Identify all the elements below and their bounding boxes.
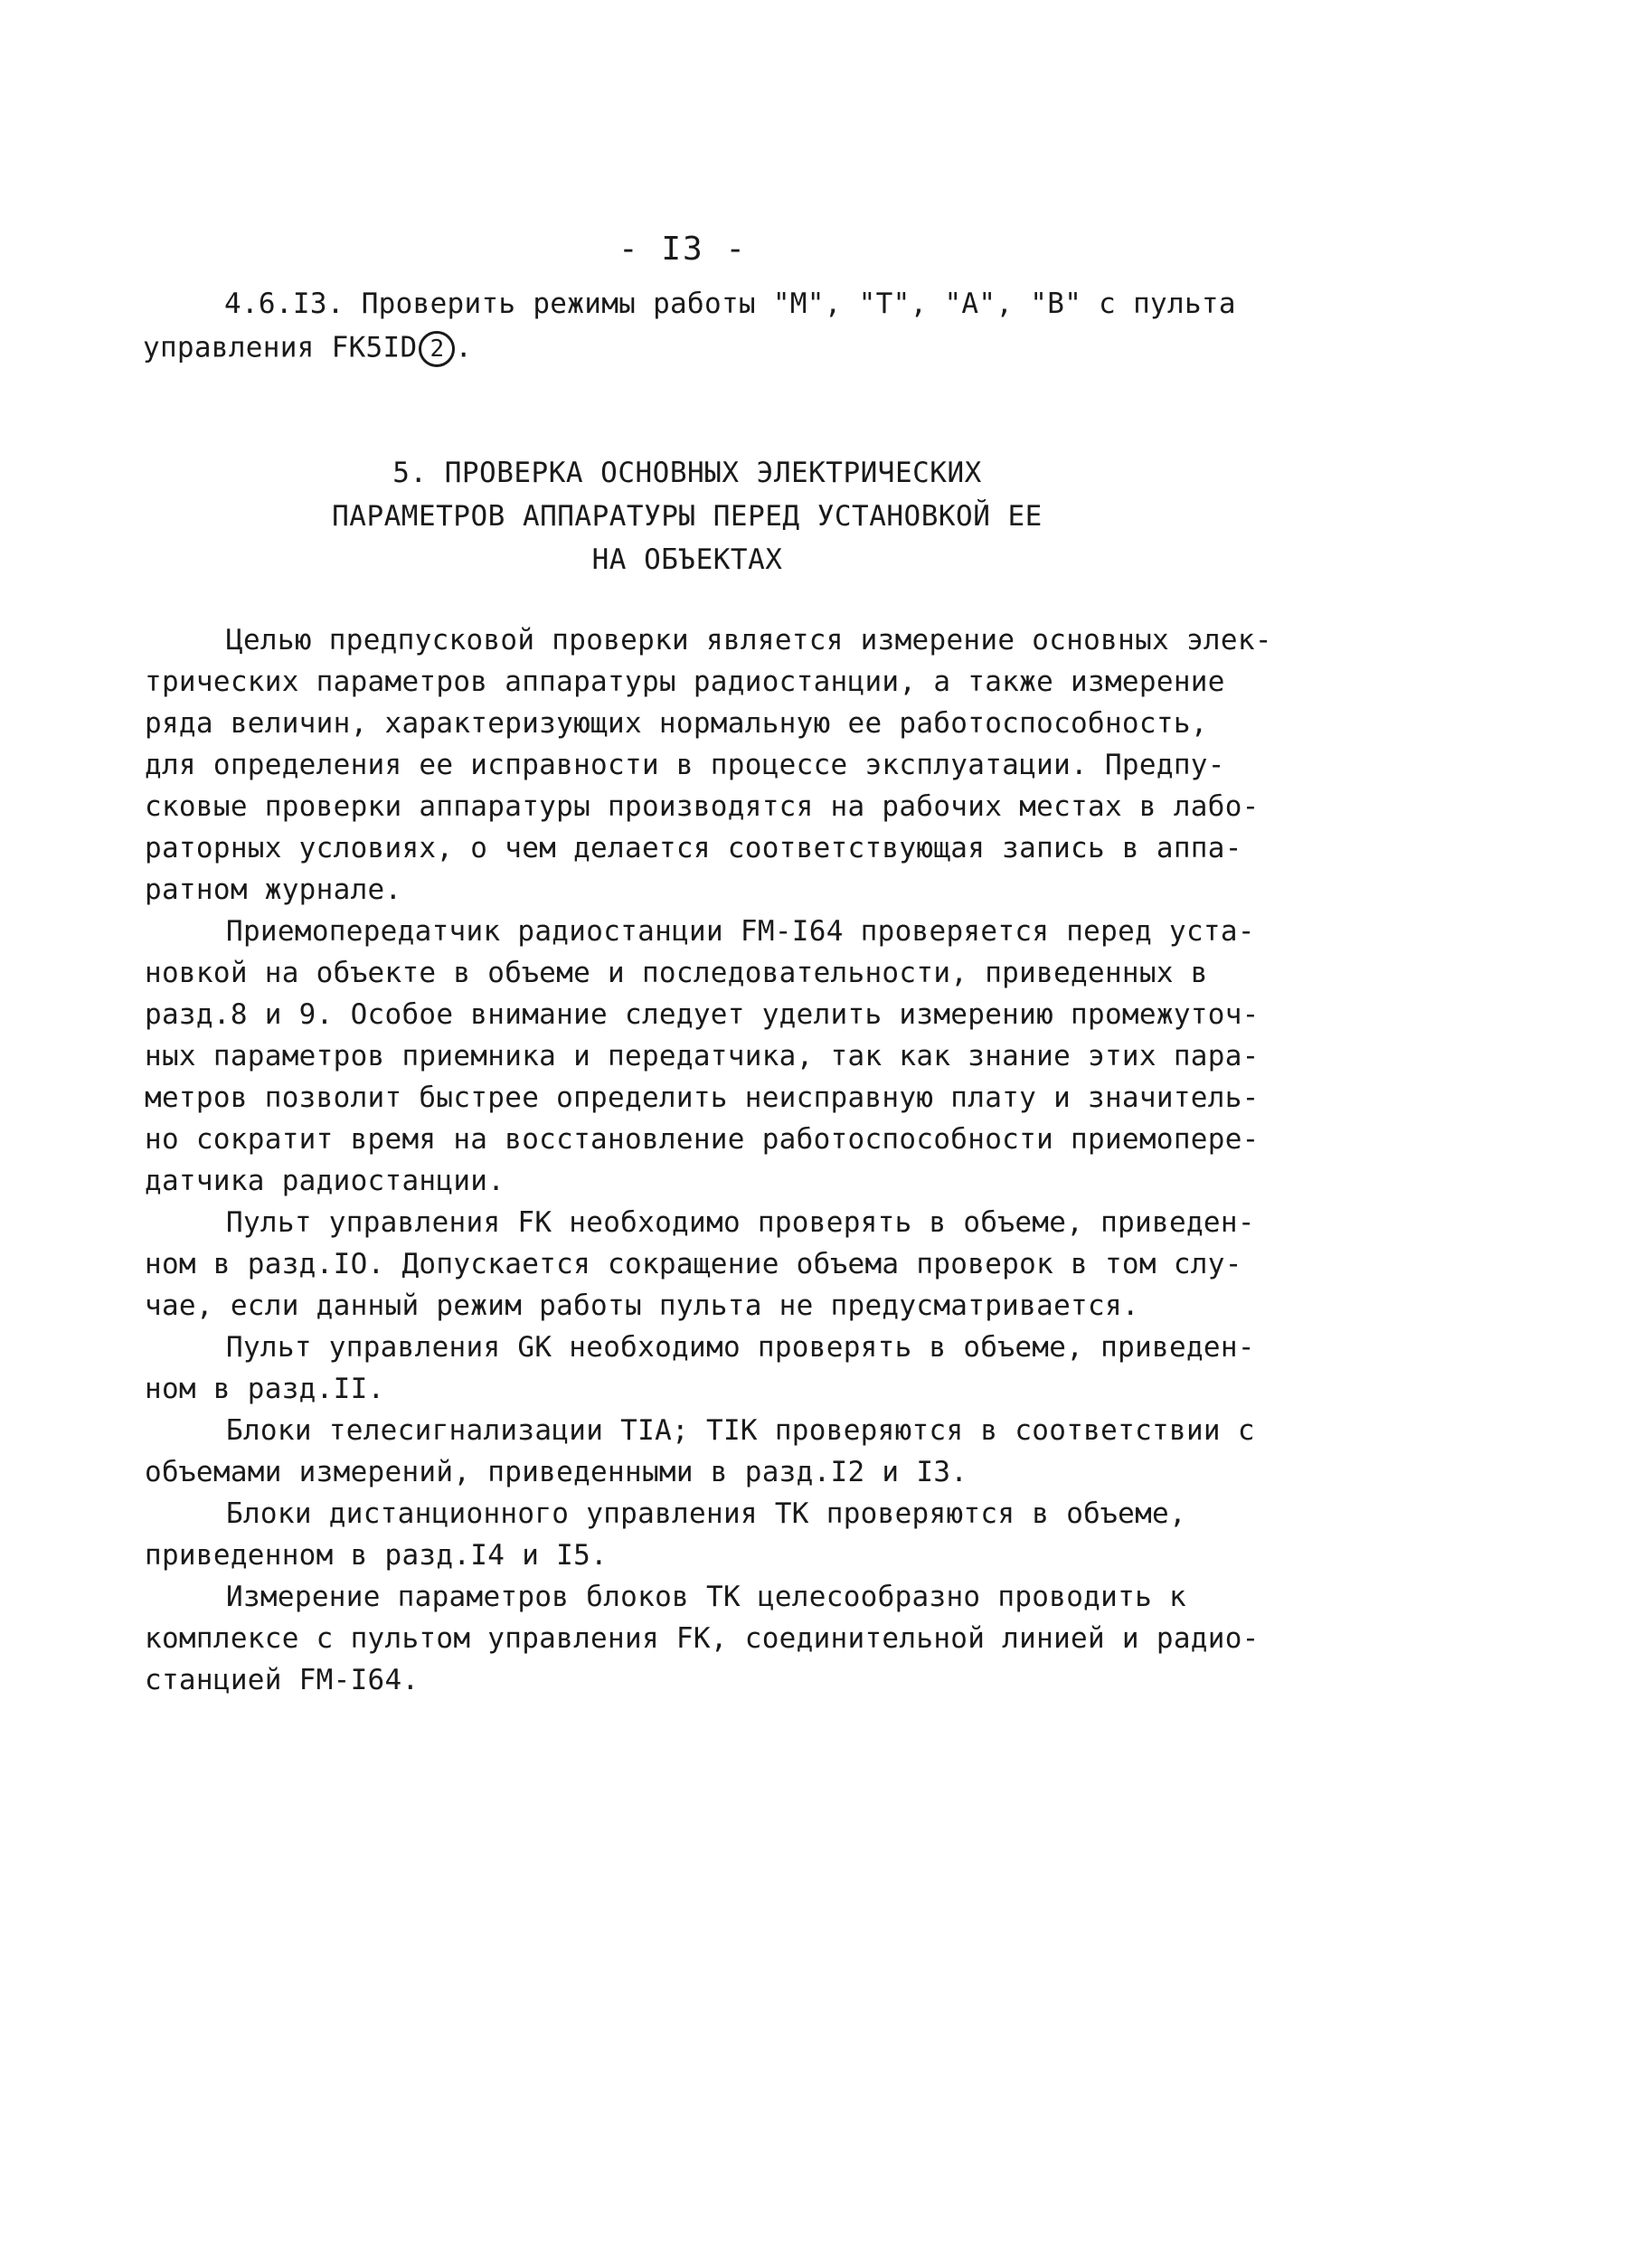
- body-line: ных параметров приемника и передатчика, так как знание этих пара-: [145, 1040, 1260, 1072]
- body-line: ном в разд.II.: [145, 1373, 385, 1405]
- page-number: - I3 -: [618, 231, 748, 268]
- body-line: новкой на объекте в объеме и последовательности, приведенных в: [145, 957, 1208, 989]
- body-line: Приемопередатчик радиостанции FM-I64 проверяется перед уста-: [226, 915, 1255, 948]
- body-line: ратном журнале.: [145, 874, 402, 906]
- body-line: комплексе с пультом управления FK, соединительной линией и радио-: [145, 1622, 1260, 1655]
- body-line: Пульт управления FK необходимо проверять в объеме, приведен-: [226, 1206, 1255, 1239]
- item-4-6-13-line2-prefix: управления FK5ID: [143, 331, 418, 364]
- section-heading-line1: 5. ПРОВЕРКА ОСНОВНЫХ ЭЛЕКТРИЧЕСКИХ: [392, 457, 982, 489]
- body-line: Пульт управления GK необходимо проверять в объеме, приведен-: [226, 1331, 1255, 1364]
- body-line: датчика радиостанции.: [145, 1165, 505, 1197]
- body-line: метров позволит быстрее определить неисправную плату и значитель-: [145, 1081, 1260, 1114]
- body-line: чае, если данный режим работы пульта не предусматривается.: [145, 1289, 1139, 1322]
- body-line: разд.8 и 9. Особое внимание следует уделить измерению промежуточ-: [145, 998, 1260, 1031]
- item-4-6-13-line1: 4.6.I3. Проверить режимы работы "М", "Т", "А", "В" с пульта: [224, 288, 1236, 320]
- body-line: Блоки телесигнализации TIA; TIK проверяются в соответствии с: [226, 1414, 1255, 1447]
- body-line: Измерение параметров блоков TK целесообразно проводить к: [226, 1581, 1186, 1613]
- body-line: Целью предпусковой проверки является измерение основных элек-: [226, 624, 1272, 656]
- body-line: ряда величин, характеризующих нормальную ее работоспособность,: [145, 707, 1208, 740]
- body-line: раторных условиях, о чем делается соответствующая запись в аппа-: [145, 832, 1242, 864]
- section-heading-line3: НА ОБЪЕКТАХ: [591, 543, 783, 576]
- body-line: но сократит время на восстановление работоспособности приемопере-: [145, 1123, 1260, 1156]
- body-line: сковые проверки аппаратуры производятся на рабочих местах в лабо-: [145, 790, 1260, 823]
- item-4-6-13-line2: [143, 331, 472, 367]
- section-heading-line2: ПАРАМЕТРОВ АППАРАТУРЫ ПЕРЕД УСТАНОВКОЙ ЕЕ: [332, 500, 1043, 533]
- body-line: трических параметров аппаратуры радиостанции, а также измерение: [145, 666, 1225, 698]
- body-line: ном в разд.IO. Допускается сокращение объема проверок в том слу-: [145, 1248, 1242, 1280]
- body-line: для определения ее исправности в процессе эксплуатации. Предпу-: [145, 749, 1225, 781]
- body-line: станцией FM-I64.: [145, 1664, 420, 1696]
- item-4-6-13-line2-suffix: .: [455, 331, 473, 364]
- circled-number-mark: 2: [419, 331, 455, 367]
- body-line: приведенном в разд.I4 и I5.: [145, 1539, 609, 1572]
- body-line: Блоки дистанционного управления TK проверяются в объеме,: [226, 1497, 1186, 1530]
- body-line: объемами измерений, приведенными в разд.I2 и I3.: [145, 1456, 968, 1488]
